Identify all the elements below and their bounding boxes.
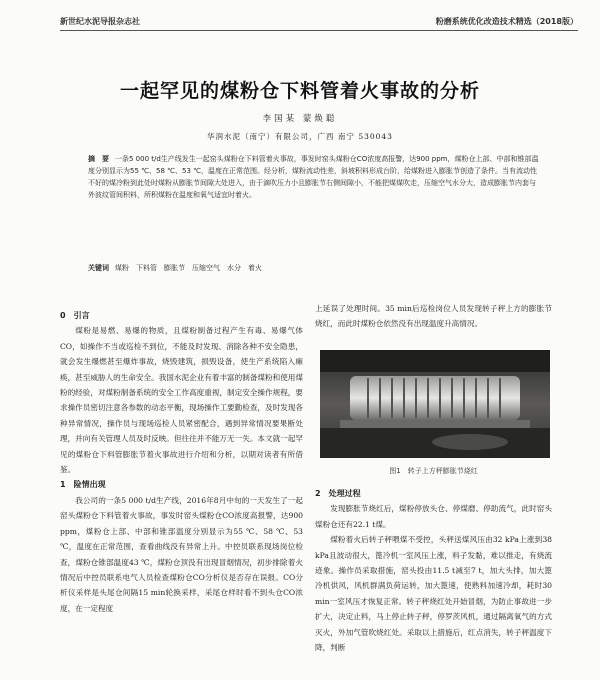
- paragraph-3: 煤粉着火后转子秤喂煤不受控，头秤送煤风压由32 kPa上涨到38 kPa且波动很大，篦冷机一室风压上涨，料子发黏，难以推走，有烧流迹象。操作员采取措施，窑头投由11.5 t减至7 t，加大头排，加大篦冷机供风，风机群满负荷运转，加大篦速，使熟料加速冷却，耗时30 min一室风压才恢复正常。转子秤烧红处开始冒烟，为防止事故进一步扩大，决定止料，马上停止转子秤，停罗茨风机，通过隔离氧气的方式灭火，外加气管吹烧红处。采取以上措施后，红点消失，转子秤温度下降，判断: [315, 535, 552, 653]
- abstract-text: 一条5 000 t/d生产线发生一起窑头煤粉仓下料管着火事故，事发时窑头煤粉仓CO浓度高报警，达900 ppm，煤粉仓上部、中部和锥部温度分别显示为55 ℃、58 ℃、53 ℃，温度在正常范围。经分析，煤粉流动性差，斜坡积料形成台阶，给煤粉进入膨胀节创造了条件。当有流动性不好的煤冷粉到此处时煤粉从膨胀节间隙大处进入，由于滴吹压力小且膨胀节右侧间隙小，不能把煤煤吹走，压缩空气水分大，造成膨胀节内套与外波纹管间积料，所积煤粉在温度和氧气适宜时着火。: [88, 155, 539, 199]
- section-heading-2: 2 处理过程: [315, 489, 361, 498]
- journal-name: 新世纪水泥导报杂志社: [60, 17, 140, 26]
- authors: 李国某 蒙焕聪: [262, 114, 338, 124]
- abstract: [88, 154, 540, 202]
- paragraph-1: 我公司的一条5 000 t/d生产线，2016年8月中旬的一天发生了一起窑头煤粉仓下料管着火事故，事发时窑头煤粉仓CO浓度高报警，达900 ppm，煤粉仓上部、中部和锥部温度分别显示为55 ℃、58 ℃、53 ℃，温度在正常范围，查看曲线没有异常上升。中控员联系现场岗位检查，煤粉仓锥部温度43 ℃，煤粉仓顶没有出现冒烟情况，初步排除着火情况后中控员联系电气人员检查煤粉仓CO分析仪是否存在误报。CO分析仪采样是头尾仓间隔15 min轮换采样，采尾仓样时看不到头仓CO浓度，在一定程度: [60, 495, 303, 613]
- keywords-label: 关键词: [88, 264, 109, 272]
- keywords-text: 煤粉 下料管 膨胀节 压缩空气 水分 着火: [115, 264, 262, 272]
- section-heading-intro: 0 引言: [60, 311, 90, 320]
- figure-photo: [320, 350, 550, 458]
- affiliation: 华润水泥（南宁）有限公司，广西 南宁 530043: [207, 132, 393, 141]
- keywords: [88, 263, 540, 273]
- figure-caption: 图1 转子上方秤膨胀节烧红: [389, 467, 478, 475]
- running-header: [60, 14, 578, 31]
- left-column: [60, 308, 303, 616]
- article-title: 一起罕见的煤粉仓下料管着火事故的分析: [119, 80, 480, 102]
- abstract-label: 摘 要: [88, 155, 109, 163]
- paragraph-intro: 煤粉是易燃、易爆的物质，且煤粉制备过程产生有毒、易爆气体CO，如操作不当或巡检不到位，不能及时发现、消除各种不安全隐患，就会发生爆燃甚至爆炸事故，烧毁建筑，损毁设备，使生产系统陷入瘫痪，甚至威胁人的生命安全。我国水泥企业有着丰富的制备煤粉和使用煤粉的经验，对煤粉制备系统的安全工作高度重视，制定安全操作规程，要求操作员密切注意各参数的动态平衡，现场操作工要勤检查，及时发现各种异常情况，操作员与现场巡检人员紧密配合，遇到异常情况要果断处理，并向有关管理人员及时反映。但往往并不能万无一失。本文就一起罕见的煤粉仓下料管膨胀节着火事故进行介绍和分析，以期对读者有所借鉴。: [60, 326, 303, 475]
- right-column: [315, 301, 552, 332]
- collection-name: 粉磨系统优化改造技术精选（2018版）: [435, 17, 578, 26]
- expansion-joint-photo: [320, 350, 550, 458]
- paragraph-2: 发现膨胀节烧红后，煤粉停放头仓、停煤磨、停助流气，此时窑头煤粉仓还有22.1 t煤。: [315, 504, 552, 529]
- section-heading-1: 1 险情出现: [60, 480, 106, 490]
- right-column-lower: [315, 486, 552, 655]
- paragraph-continued: 上延误了处理时间。35 min后巡检岗位人员发现转子秤上方的膨胀节烧红，而此时煤粉仓依然没有出现温度升高情况。: [315, 304, 552, 329]
